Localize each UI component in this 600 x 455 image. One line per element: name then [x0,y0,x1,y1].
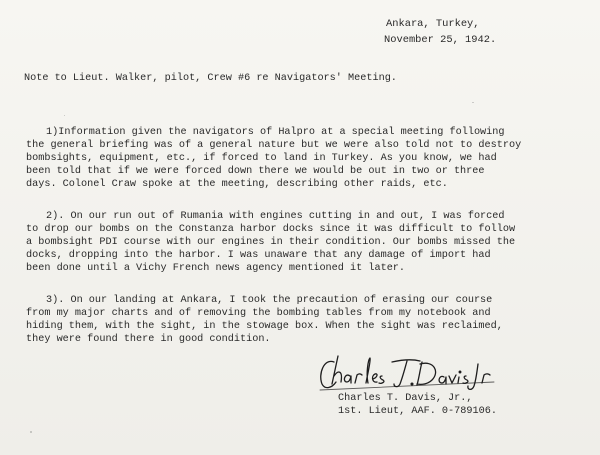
scan-speck [64,115,65,116]
scan-speck [30,431,32,433]
paragraph-1-line-5: days. Colonel Craw spoke at the meeting, describing other raids, etc. [26,179,448,190]
paragraph-1-line-3: bombsights, equipment, etc., if forced to land in Turkey. As you know, we had [26,153,497,164]
paragraph-3-line-1: 3). On our landing at Ankara, I took the precaution of erasing our course [46,295,493,306]
paragraph-2-line-2: to drop our bombs on the Constanza harbor docks since it was difficult to follow [26,224,516,235]
paragraph-2-line-1: 2). On our run out of Rumania with engines cutting in and out, I was forced [46,211,505,222]
handwritten-signature [316,352,506,394]
note-line: Note to Lieut. Walker, pilot, Crew #6 re Navigators' Meeting. [24,73,397,84]
signature-rank: 1st. Lieut, AAF. 0-789106. [338,406,497,417]
paragraph-2-line-4: docks, dropping into the harbor. I was unaware that any damage of import had [26,250,491,261]
paragraph-1-line-1: 1)Information given the navigators of Halpro at a special meeting following [46,127,505,138]
scan-speck [472,102,474,103]
signature-name: Charles T. Davis, Jr., [338,393,473,404]
paragraph-3-line-3: hiding them, with the sight, in the stowage box. When the sight was reclaimed, [26,321,503,332]
paragraph-1-line-4: been told that if we were forced down there we would be out in two or three [26,166,485,177]
paragraph-3-line-4: they were found there in good condition. [26,334,271,345]
header-place: Ankara, Turkey, [386,18,480,30]
paragraph-2-line-3: a bombsight PDI course with our engines in their condition. Our bombs missed the [26,237,516,248]
paragraph-2-line-5: been done until a Vichy French news agency mentioned it later. [26,263,406,274]
paragraph-3-line-2: from my major charts and of removing the bombing tables from my notebook and [26,308,491,319]
paragraph-1-line-2: the general briefing was of a general nature but we were also told not to destroy [26,140,522,151]
header-date: November 25, 1942. [384,34,497,46]
